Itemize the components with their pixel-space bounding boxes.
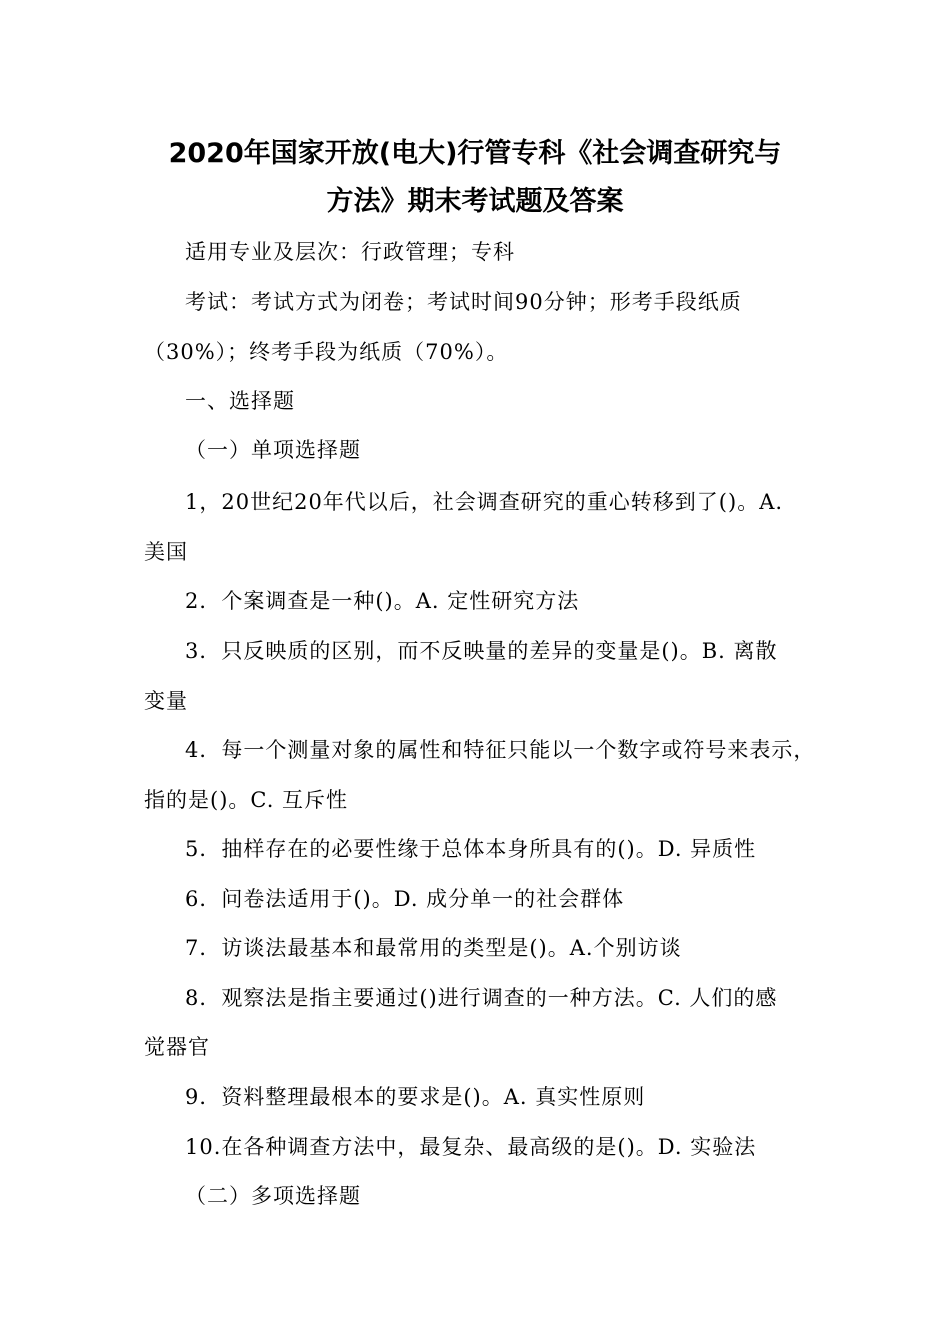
text-line: 考试：考试方式为闭卷；考试时间90分钟；形考手段纸质 <box>185 290 742 314</box>
question-item: 7．访谈法最基本和最常用的类型是()。A.个别访谈 <box>185 936 682 960</box>
question-item-continued: 指的是()。C. 互斥性 <box>144 788 349 812</box>
question-item-continued: 美国 <box>144 540 188 564</box>
question-item: 10.在各种调查方法中，最复杂、最高级的是()。D. 实验法 <box>185 1135 757 1159</box>
question-item: 2．个案调查是一种()。A. 定性研究方法 <box>185 589 580 613</box>
question-item: 5．抽样存在的必要性缘于总体本身所具有的()。D. 异质性 <box>185 837 757 861</box>
question-item: 3．只反映质的区别，而不反映量的差异的变量是()。B. 离散 <box>185 639 778 663</box>
document-title-line-1: 2020年国家开放(电大)行管专科《社会调查研究与 <box>168 138 782 169</box>
section-heading: 一、选择题 <box>185 389 295 413</box>
text-line: （30%）；终考手段为纸质（70%）。 <box>144 340 509 364</box>
question-item: 9．资料整理最根本的要求是()。A. 真实性原则 <box>185 1085 646 1109</box>
subsection-heading: （一）单项选择题 <box>185 438 361 462</box>
question-item: 6．问卷法适用于()。D. 成分单一的社会群体 <box>185 887 625 911</box>
subsection-heading: （二）多项选择题 <box>185 1184 361 1208</box>
document-title-line-2: 方法》期末考试题及答案 <box>326 186 624 217</box>
question-item: 8．观察法是指主要通过()进行调查的一种方法。C. 人们的感 <box>185 986 778 1010</box>
question-item: 4．每一个测量对象的属性和特征只能以一个数字或符号来表示， <box>185 738 816 762</box>
question-item: 1，20世纪20年代以后，社会调查研究的重心转移到了()。A. <box>185 490 784 514</box>
question-item-continued: 觉器官 <box>144 1035 210 1059</box>
text-line: 适用专业及层次：行政管理；专科 <box>185 240 515 264</box>
question-item-continued: 变量 <box>144 689 188 713</box>
